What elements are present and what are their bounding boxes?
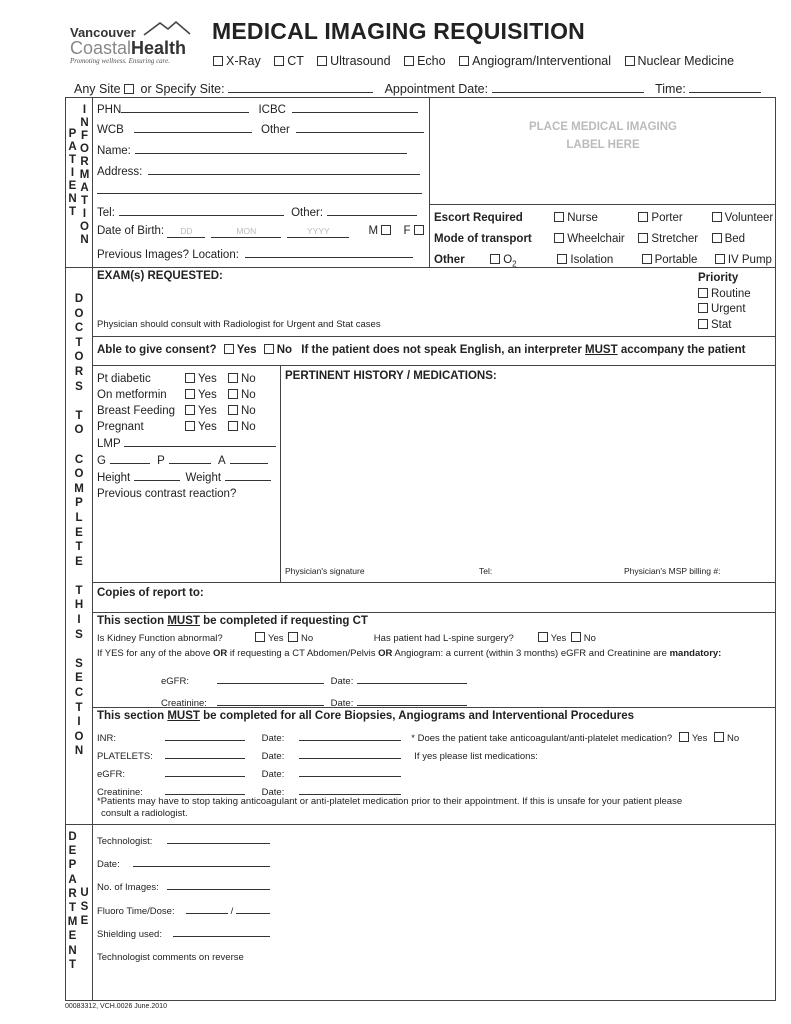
- images-row: [97, 876, 270, 899]
- doctors-vertical-label: D O C T O R S T O C O M P L E T E T H I S S E C T I O N: [74, 293, 84, 758]
- creatinine-label: Creatinine:: [161, 698, 207, 709]
- checkbox[interactable]: [274, 56, 284, 66]
- any-site-label: Any Site: [74, 82, 121, 96]
- a-label: A: [218, 455, 226, 467]
- anticoag-no-checkbox[interactable]: [714, 732, 724, 742]
- use-vertical-label: U S E: [80, 887, 89, 928]
- checkbox[interactable]: [638, 233, 648, 243]
- mode-label: Mode of transport: [434, 233, 532, 245]
- appointment-field[interactable]: [492, 81, 644, 93]
- ct-creatinine-date-field[interactable]: [357, 694, 467, 706]
- kidney-label: Is Kidney Function abnormal?: [97, 633, 223, 644]
- core-egfr-date-field[interactable]: [299, 765, 401, 777]
- department-fields: [97, 830, 270, 969]
- mode-wheelchair[interactable]: Wheelchair: [554, 229, 635, 250]
- core-creatinine-field[interactable]: [165, 783, 245, 795]
- g-label: G: [97, 455, 106, 467]
- consent-row: [97, 344, 745, 356]
- egfr-label: eGFR:: [161, 676, 189, 687]
- egfr-label: eGFR:: [97, 769, 125, 780]
- mandatory-note: [97, 648, 721, 659]
- address-label: Address:: [97, 166, 143, 178]
- address-line2[interactable]: [97, 193, 422, 194]
- phn-label: PHN: [97, 104, 122, 116]
- consent-no-checkbox[interactable]: [264, 344, 274, 354]
- site-row: [74, 81, 761, 96]
- checkbox[interactable]: [185, 405, 195, 415]
- prev-contrast-label: Previous contrast reaction?: [97, 488, 237, 500]
- lmp-row: [97, 435, 276, 452]
- checkbox[interactable]: [557, 254, 567, 264]
- technologist-row: [97, 830, 270, 853]
- date-label: Date:: [261, 751, 285, 762]
- inr-date-field[interactable]: [299, 729, 401, 741]
- shielding-field[interactable]: [173, 925, 270, 937]
- checkbox[interactable]: [554, 233, 564, 243]
- dept-date-label: Date:: [97, 859, 120, 871]
- interpreter-note: If the patient does not speak English, an interpreter: [301, 344, 582, 356]
- checkbox[interactable]: [638, 212, 648, 222]
- checkbox[interactable]: [642, 254, 652, 264]
- no-label: No: [276, 344, 293, 356]
- ifyes-b: if requesting a CT Abdomen/Pelvis: [229, 648, 376, 659]
- exam-requested-label: EXAM(s) REQUESTED:: [97, 270, 223, 282]
- checkbox[interactable]: [554, 212, 564, 222]
- weight-label: Weight: [185, 472, 222, 484]
- information-vertical-label: I N F O R M A T I O N: [79, 104, 90, 246]
- ct-egfr-field[interactable]: [217, 672, 324, 684]
- images-label: No. of Images:: [97, 882, 159, 894]
- wcb-field[interactable]: [134, 121, 252, 133]
- priority-group: [698, 271, 751, 333]
- ct-title-b: be completed if requesting CT: [203, 615, 368, 627]
- checkbox[interactable]: [185, 373, 195, 383]
- page-title: MEDICAL IMAGING REQUISITION: [212, 18, 585, 44]
- appointment-label: Appointment Date:: [384, 82, 489, 96]
- label-line2: LABEL HERE: [566, 139, 640, 151]
- checkbox[interactable]: [490, 254, 500, 264]
- ifyes-c: Angiogram: a current (within 3 months) eGFR and Creatinine are: [394, 648, 667, 659]
- list-meds-label: If yes please list medications:: [414, 751, 538, 762]
- checkbox[interactable]: [715, 254, 725, 264]
- inr-row: INR: Date: * Does the patient take anticoagulant/anti-platelet medication? Yes No: [97, 729, 739, 744]
- logo-tagline: Promoting wellness. Ensuring care.: [70, 57, 171, 65]
- a-field[interactable]: [230, 452, 268, 464]
- inr-label: INR:: [97, 733, 116, 744]
- lmp-label: LMP: [97, 438, 121, 450]
- address-field[interactable]: [148, 163, 420, 175]
- escort-volunteer[interactable]: Volunteer: [712, 212, 774, 224]
- conditions-list: [97, 371, 276, 502]
- checkbox[interactable]: [712, 233, 722, 243]
- consent-label: Able to give consent?: [97, 344, 217, 356]
- wcb-row: [97, 121, 424, 136]
- previous-images-row: [97, 246, 413, 261]
- other-o2[interactable]: $O_2$: [490, 250, 554, 274]
- modality-nuclear[interactable]: Nuclear Medicine: [625, 54, 735, 68]
- condition-metformin: On metformin Yes No: [97, 389, 256, 401]
- mountain-icon: [142, 20, 192, 36]
- comments-note: Technologist comments on reverse: [97, 952, 244, 964]
- tel-row: [97, 204, 417, 219]
- mandatory-text: mandatory:: [669, 648, 722, 659]
- technologist-field[interactable]: [167, 832, 270, 844]
- p-label: P: [157, 455, 165, 467]
- specify-site-field[interactable]: [228, 81, 373, 93]
- previous-images-field[interactable]: [245, 246, 413, 258]
- checkbox[interactable]: [185, 389, 195, 399]
- ct-creatinine-row: [161, 694, 467, 709]
- height-weight-row: [97, 469, 276, 486]
- modality-echo[interactable]: Echo: [404, 54, 446, 68]
- date-label: Date:: [330, 698, 354, 709]
- shielding-row: [97, 923, 270, 946]
- core-egfr-row: [97, 765, 401, 780]
- checkbox[interactable]: [698, 303, 708, 313]
- weight-field[interactable]: [225, 469, 271, 481]
- copies-label: Copies of report to:: [97, 587, 204, 599]
- modality-angiogram[interactable]: Angiogram/Interventional: [459, 54, 611, 68]
- images-field[interactable]: [167, 878, 270, 890]
- height-label: Height: [97, 472, 131, 484]
- icbc-label: ICBC: [258, 104, 286, 116]
- tel-label: Tel:: [97, 207, 115, 219]
- date-label: Date:: [261, 733, 285, 744]
- icbc-field[interactable]: [292, 101, 418, 113]
- creatinine-label: Creatinine:: [97, 787, 143, 798]
- core-section-title: [97, 710, 634, 722]
- condition-diabetic: Pt diabetic Yes No: [97, 373, 256, 385]
- height-field[interactable]: [134, 469, 180, 481]
- date-label: Date:: [261, 787, 285, 798]
- history-label: PERTINENT HISTORY / MEDICATIONS:: [285, 370, 497, 382]
- name-label: Name:: [97, 145, 131, 157]
- ct-creatinine-field[interactable]: [217, 694, 324, 706]
- footer-code: 00083312, VCH.0026 June.2010: [65, 1003, 167, 1010]
- ct-egfr-date-field[interactable]: [357, 672, 467, 684]
- fluoro-time-field[interactable]: [186, 902, 228, 914]
- anticoag-note-2: consult a radiologist.: [101, 808, 188, 819]
- priority-urgent[interactable]: Urgent: [698, 302, 751, 318]
- sex-f-checkbox[interactable]: [414, 225, 424, 235]
- checkbox[interactable]: [288, 632, 298, 642]
- specify-site-label: or Specify Site:: [140, 82, 225, 96]
- consult-note: Physician should consult with Radiologist for Urgent and Stat cases: [97, 319, 381, 330]
- anticoag-yes-checkbox[interactable]: [679, 732, 689, 742]
- checkbox[interactable]: [538, 632, 548, 642]
- platelets-row: [97, 747, 538, 762]
- checkbox[interactable]: [459, 56, 469, 66]
- condition-pregnant: Pregnant Yes No: [97, 421, 256, 433]
- other-id-label: Other: [261, 124, 290, 136]
- platelets-date-field[interactable]: [299, 747, 401, 759]
- department-vertical-label: D E P A R T M E N T: [67, 831, 78, 971]
- label-placeholder: [430, 118, 776, 154]
- checkbox[interactable]: [185, 421, 195, 431]
- technologist-label: Technologist:: [97, 836, 153, 847]
- phn-row: [97, 101, 418, 116]
- checkbox[interactable]: [228, 389, 238, 399]
- modality-xray[interactable]: X-Ray: [213, 54, 261, 68]
- other-transport-label: Other: [434, 254, 465, 266]
- fluoro-row: Fluoro Time/Dose: /: [97, 900, 270, 923]
- other-contact-field[interactable]: [327, 204, 417, 216]
- core-title-b: be completed for all Core Biopsies, Angiograms and Interventional Procedures: [203, 710, 635, 722]
- anticoag-label: * Does the patient take anticoagulant/anti-platelet medication?: [411, 733, 673, 744]
- dob-label: Date of Birth:: [97, 225, 165, 237]
- date-label: Date:: [330, 676, 354, 687]
- dob-month-field[interactable]: MON: [211, 226, 281, 238]
- checkbox[interactable]: [228, 405, 238, 415]
- priority-routine[interactable]: Routine: [698, 287, 751, 303]
- escort-porter[interactable]: Porter: [638, 208, 708, 229]
- core-title-a: This section: [97, 710, 165, 722]
- previous-images-label: Previous Images? Location:: [97, 249, 239, 261]
- physician-tel-label: Tel:: [479, 566, 493, 576]
- ifyes-a: If YES for any of the above: [97, 648, 211, 659]
- p-field[interactable]: [169, 452, 211, 464]
- dept-date-row: [97, 853, 270, 876]
- core-creatinine-date-field[interactable]: [299, 783, 401, 795]
- ct-title-a: This section: [97, 615, 165, 627]
- logo: [70, 26, 186, 65]
- sex-m-label: M: [368, 225, 379, 237]
- label-line1: PLACE MEDICAL IMAGING: [528, 121, 677, 133]
- other-isolation[interactable]: Isolation: [557, 250, 638, 271]
- escort-label: Escort Required: [434, 212, 523, 224]
- gpa-row: [97, 452, 276, 469]
- dept-date-field[interactable]: [133, 855, 270, 867]
- consent-yes-checkbox[interactable]: [224, 344, 234, 354]
- other-iv-pump[interactable]: IV Pump: [715, 254, 772, 266]
- ct-must: MUST: [167, 615, 200, 627]
- lspine-label: Has patient had L-spine surgery?: [373, 633, 514, 644]
- logo-line1: Vancouver: [70, 25, 136, 40]
- or-1: OR: [213, 648, 228, 659]
- inr-field[interactable]: [165, 729, 245, 741]
- msp-label: Physician's MSP billing #:: [624, 566, 721, 576]
- escort-nurse[interactable]: Nurse: [554, 208, 635, 229]
- checkbox[interactable]: [404, 56, 414, 66]
- other-contact-label: Other:: [291, 207, 324, 219]
- name-field[interactable]: [135, 142, 407, 154]
- platelets-field[interactable]: [165, 747, 245, 759]
- dob-day-field[interactable]: DD: [167, 226, 205, 238]
- mode-bed[interactable]: Bed: [712, 233, 745, 245]
- checkbox[interactable]: [317, 56, 327, 66]
- time-label: Time:: [655, 82, 686, 96]
- shielding-label: Shielding used:: [97, 928, 162, 940]
- core-must: MUST: [167, 710, 200, 722]
- logo-health: Health: [131, 38, 187, 58]
- sex-m-checkbox[interactable]: [381, 225, 391, 235]
- interpreter-note-end: accompany the patient: [620, 344, 746, 356]
- platelets-label: PLATELETS:: [97, 751, 153, 762]
- modality-ultrasound[interactable]: Ultrasound: [317, 54, 390, 68]
- checkbox[interactable]: [571, 632, 581, 642]
- checkbox[interactable]: [213, 56, 223, 66]
- logo-coastal: Coastal: [70, 38, 132, 58]
- checkbox[interactable]: [698, 288, 708, 298]
- signature-label: Physician's signature: [285, 566, 365, 576]
- checkbox[interactable]: [712, 212, 722, 222]
- checkbox[interactable]: [228, 421, 238, 431]
- fluoro-label: Fluoro Time/Dose:: [97, 905, 175, 917]
- modality-ct[interactable]: CT: [274, 54, 303, 68]
- condition-breastfeeding: Breast Feeding Yes No: [97, 405, 256, 417]
- kidney-row: Is Kidney Function abnormal? Yes No Has patient had L-spine surgery? Yes No: [97, 633, 596, 644]
- phn-field[interactable]: [121, 101, 249, 113]
- tel-field[interactable]: [119, 204, 284, 216]
- ct-section-title: [97, 615, 368, 627]
- dob-row: [97, 225, 427, 238]
- ct-egfr-row: [161, 672, 467, 687]
- checkbox[interactable]: [255, 632, 265, 642]
- name-row: [97, 142, 407, 157]
- any-site-checkbox[interactable]: [124, 84, 134, 94]
- fluoro-dose-field[interactable]: [236, 902, 270, 914]
- priority-label: Priority: [698, 272, 739, 284]
- checkbox[interactable]: [228, 373, 238, 383]
- priority-stat[interactable]: Stat: [698, 318, 751, 334]
- date-label: Date:: [261, 769, 285, 780]
- sex-f-label: F: [403, 225, 411, 237]
- must-text: MUST: [585, 344, 618, 356]
- or-2: OR: [378, 648, 393, 659]
- other-portable[interactable]: Portable: [642, 250, 712, 271]
- other-id-field[interactable]: [296, 121, 424, 133]
- history-field[interactable]: [282, 388, 774, 563]
- patient-vertical-label: P A T I E N T: [68, 128, 77, 218]
- dob-year-field[interactable]: YYYY: [287, 226, 349, 238]
- mode-stretcher[interactable]: Stretcher: [638, 229, 708, 250]
- core-egfr-field[interactable]: [165, 765, 245, 777]
- checkbox[interactable]: [698, 319, 708, 329]
- g-field[interactable]: [110, 452, 150, 464]
- wcb-label: WCB: [97, 124, 124, 136]
- time-field[interactable]: [689, 81, 761, 93]
- address-row: [97, 163, 420, 178]
- yes-label: Yes: [236, 344, 257, 356]
- anticoag-note: *Patients may have to stop taking anticoagulant or anti-platelet medication prior to their appointment. If this is unsafe for your patient please: [97, 796, 683, 807]
- checkbox[interactable]: [625, 56, 635, 66]
- modality-row: [213, 54, 734, 68]
- lmp-field[interactable]: [124, 435, 276, 447]
